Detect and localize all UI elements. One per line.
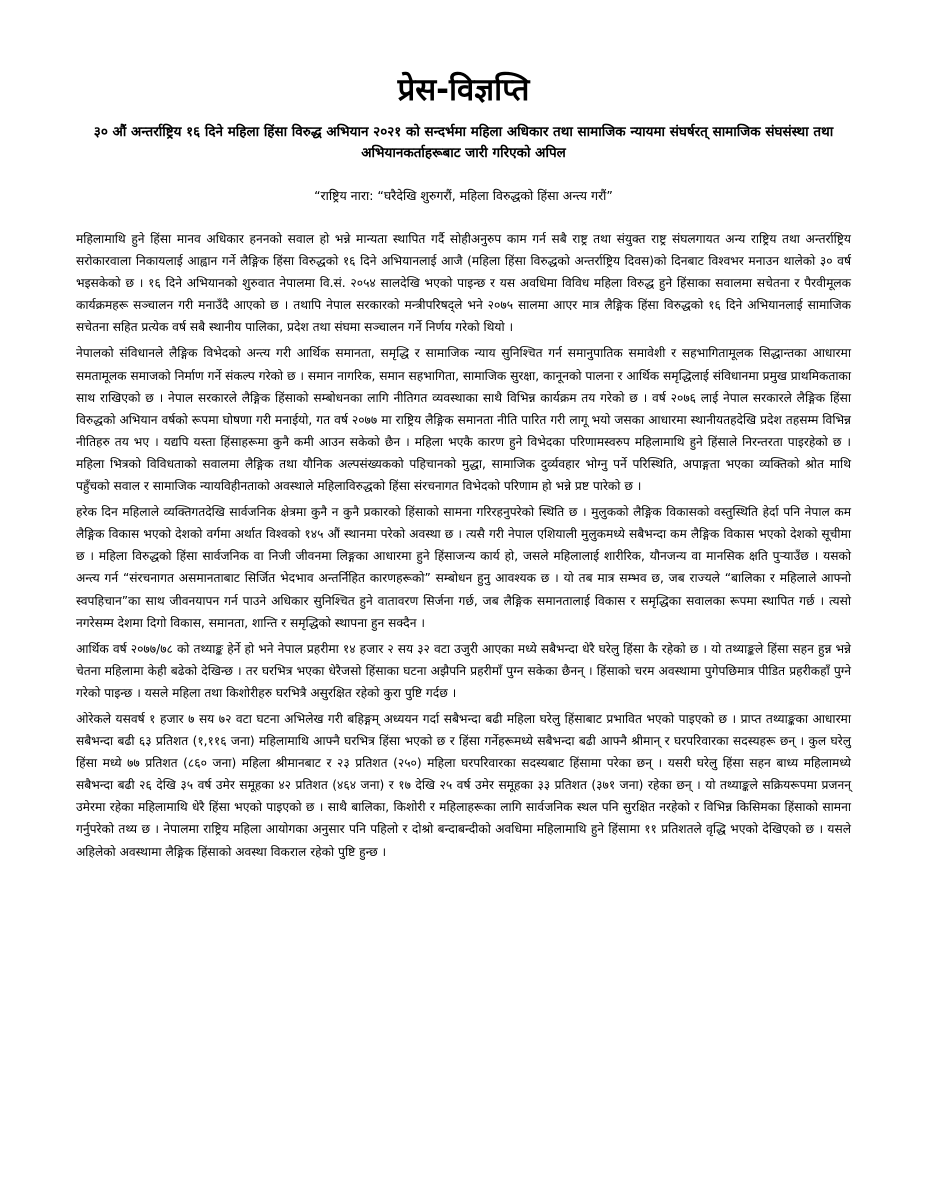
national-slogan: “राष्ट्रिय नारा: “घरैदेखि शुरुगरौं, महिला विरुद्धको हिंसा अन्त्य गरौं”: [314, 188, 613, 203]
body-paragraph-1: महिलामाथि हुने हिंसा मानव अधिकार हननको सवाल हो भन्ने मान्यता स्थापित गर्दै सोहीअनुरुप काम गर्न सबै राष्ट्र तथा संयुक्त राष्ट्र संघलगायत अन्य राष्ट्रिय तथा अन्तर्राष्ट्रिय सरोकारवाला निकायलाई आह्वान गर्ने लैङ्गिक हिंसा विरुद्धको १६ दिने अभियानलाई आजै (महिला हिंसा विरुद्धको अन्तर्राष्ट्रिय दिवस)को दिनबाट विश्वभर मनाउन थालेको ३० वर्ष भइसकेको छ । १६ दिने अभियानको शुरुवात नेपालमा वि.सं. २०५४ सालदेखि भएको पाइन्छ र यस अवधिमा विविध महिला विरुद्ध हुने हिंसाका सवालमा सचेतना र पैरवीमूलक कार्यक्रमहरू सञ्चालन गरी मनाउँदै आएको छ । तथापि नेपाल सरकारको मन्त्रीपरिषद्ले भने २०७५ सालमा आएर मात्र लैङ्गिक हिंसा विरुद्धको १६ दिने अभियानलाई सामाजिक सचेतना सहित प्रत्येक वर्ष सबै स्थानीय पालिका, प्रदेश तथा संघमा सञ्चालन गर्ने निर्णय गरेको थियो ।: [76, 232, 851, 335]
body-paragraph-5: ओरेकले यसवर्ष १ हजार ७ सय ७२ वटा घटना अभिलेख गरी बहिङ्गम् अध्ययन गर्दा सबैभन्दा बढी महिला घरेलु हिंसाबाट प्रभावित भएको पाइएको छ । प्राप्त तथ्याङ्कका आधारमा सबैभन्दा बढी ६३ प्रतिशत (१,११६ जना) महिलामाथि आफ्नै घरभित्र हिंसा भएको छ र हिंसा गर्नेहरूमध्ये सबैभन्दा बढी आफ्नै श्रीमान् र घरपरिवारका सदस्यहरू छन् । कुल घरेलु हिंसा मध्ये ७७ प्रतिशत (८६० जना) महिला श्रीमानबाट र २३ प्रतिशत (२५०) महिला घरपरिवारका सदस्यबाट हिंसामा परेका छन् । यसरी घरेलु हिंसा सहन बाध्य महिलामध्ये सबैभन्दा बढी २६ देखि ३५ वर्ष उमेर समूहका ४२ प्रतिशत (४६४ जना) र १७ देखि २५ वर्ष उमेर समूहका ३३ प्रतिशत (३७१ जना) रहेका छन् । यो तथ्याङ्कले सक्रियरूपमा प्रजनन् उमेरमा रहेका महिलामाथि धेरै हिंसा भएको पाइएको छ । साथै बालिका, किशोरी र महिलाहरूका लागि सार्वजनिक स्थल पनि सुरक्षित नरहेको र विभिन्न किसिमका हिंसाको सामना गर्नुपरेको तथ्य छ । नेपालमा राष्ट्रिय महिला आयोगका अनुसार पनि पहिलो र दोश्रो बन्दाबन्दीको अवधिमा महिलामाथि हुने हिंसामा ११ प्रतिशतले वृद्धि भएको देखिएको छ । यसले अहिलेको अवस्थामा लैङ्गिक हिंसाको अवस्था विकराल रहेको पुष्टि हुन्छ ।: [76, 711, 851, 859]
body-paragraph-3: हरेक दिन महिलाले व्यक्तिगतदेखि सार्वजनिक क्षेत्रमा कुनै न कुनै प्रकारको हिंसाको सामना गरिरहनुपरेको स्थिति छ । मुलुकको लैङ्गिक विकासको वस्तुस्थिति हेर्दा पनि नेपाल कम लैङ्गिक विकास भएको देशको वर्गमा अर्थात विश्वको १४५ औं स्थानमा परेको अवस्था छ । त्यसै गरी नेपाल एशियाली मुलुकमध्ये सबैभन्दा कम लैङ्गिक विकास भएको देशको सूचीमा छ । महिला विरुद्धको हिंसा सार्वजनिक वा निजी जीवनमा लिङ्गका आधारमा हुने हिंसाजन्य कार्य हो, जसले महिलालाई शारीरिक, यौनजन्य वा मानसिक क्षति पुऱ्याउँछ । यसको अन्त्य गर्न “संरचनागत असमानताबाट सिर्जित भेदभाव अन्तर्निहित कारणहरूको” सम्बोधन हुनु आवश्यक छ । यो तब मात्र सम्भव छ, जब राज्यले “बालिका र महिलाले आफ्नो स्वपहिचान”का साथ जीवनयापन गर्न पाउने अधिकार सुनिश्चित हुने वातावरण सिर्जना गर्छ, जब लैङ्गिक समानतालाई विकास र समृद्धिका सवालका रूपमा स्थापित गर्छ । त्यसो नगरेसम्म देशमा दिगो विकास, समानता, शान्ति र समृद्धिको स्थापना हुन सक्दैन ।: [76, 505, 851, 630]
document-title: प्रेस-विज्ञप्ति: [397, 72, 530, 108]
document-subtitle: ३० औं अन्तर्राष्ट्रिय १६ दिने महिला हिंसा विरुद्ध अभियान २०२१ को सन्दर्भमा महिला अधिकार तथा सामाजिक न्यायमा संघर्षरत् सामाजिक संघसंस्था तथा अभियानकर्ताहरूबाट जारी गरिएको अपिल: [93, 124, 834, 161]
body-paragraph-4: आर्थिक वर्ष २०७७/७८ को तथ्याङ्क हेर्ने हो भने नेपाल प्रहरीमा १४ हजार २ सय ३२ वटा उजुरी आएका मध्ये सबैभन्दा धेरै घरेलु हिंसा कै रहेको छ । यो तथ्याङ्कले हिंसा सहन हुन्न भन्ने चेतना महिलामा केही बढेको देखिन्छ । तर घरभित्र भएका धेरैजसो हिंसाका घटना अझैपनि प्रहरीमाँ पुग्न सकेका छैनन् । हिंसाको चरम अवस्थामा पुगेपछिमात्र पीडित प्रहरीकहाँ पुग्ने गरेको पाइन्छ । यसले महिला तथा किशोरीहरु घरभित्रै असुरक्षित रहेको कुरा पुष्टि गर्दछ ।: [76, 641, 851, 700]
body-paragraph-2: नेपालको संविधानले लैङ्गिक विभेदको अन्त्य गरी आर्थिक समानता, समृद्धि र सामाजिक न्याय सुनिश्चित गर्न समानुपातिक समावेशी र सहभागितामूलक सिद्धान्तका आधारमा समतामूलक समाजको निर्माण गर्ने संकल्प गरेको छ । समान नागरिक, समान सहभागिता, सामाजिक सुरक्षा, कानूनको पालना र आर्थिक समृद्धिलाई संविधानमा प्रमुख प्राथमिकताका साथ राखिएको छ । नेपाल सरकारले लैङ्गिक हिंसाको सम्बोधनका लागि नीतिगत व्यवस्थाका साथै विभिन्न कार्यक्रम तय गरेको छ । वर्ष २०७६ लाई नेपाल सरकारले लैङ्गिक हिंसा विरुद्धको अभियान वर्षको रूपमा घोषणा गरी मनाईयो, गत वर्ष २०७७ मा राष्ट्रिय लैङ्गिक समानता नीति पारित गरी लागू भयो जसका आधारमा स्थानीयतहदेखि प्रदेश तहसम्म विभिन्न नीतिहरु तय भए । यद्यपि यस्ता हिंसाहरूमा कुनै कमी आउन सकेको छैन । महिला भएकै कारण हुने विभेदका परिणामस्वरुप महिलामाथि हुने हिंसाले निरन्तरता पाइरहेको छ । महिला भित्रको विविधताको सवालमा लैङ्गिक तथा यौनिक अल्पसंख्यकको पहिचानको मुद्धा, सामाजिक दुर्व्यवहार भोग्नु पर्ने परिस्थिति, अपाङ्गता भएका व्यक्तिको श्रोत माथि पहुँचको सवाल र सामाजिक न्यायविहीनताको अवस्थाले महिलाविरुद्धको हिंसा संरचनागत विभेदको परिणाम हो भन्ने प्रष्ट पारेको छ ।: [76, 346, 852, 494]
